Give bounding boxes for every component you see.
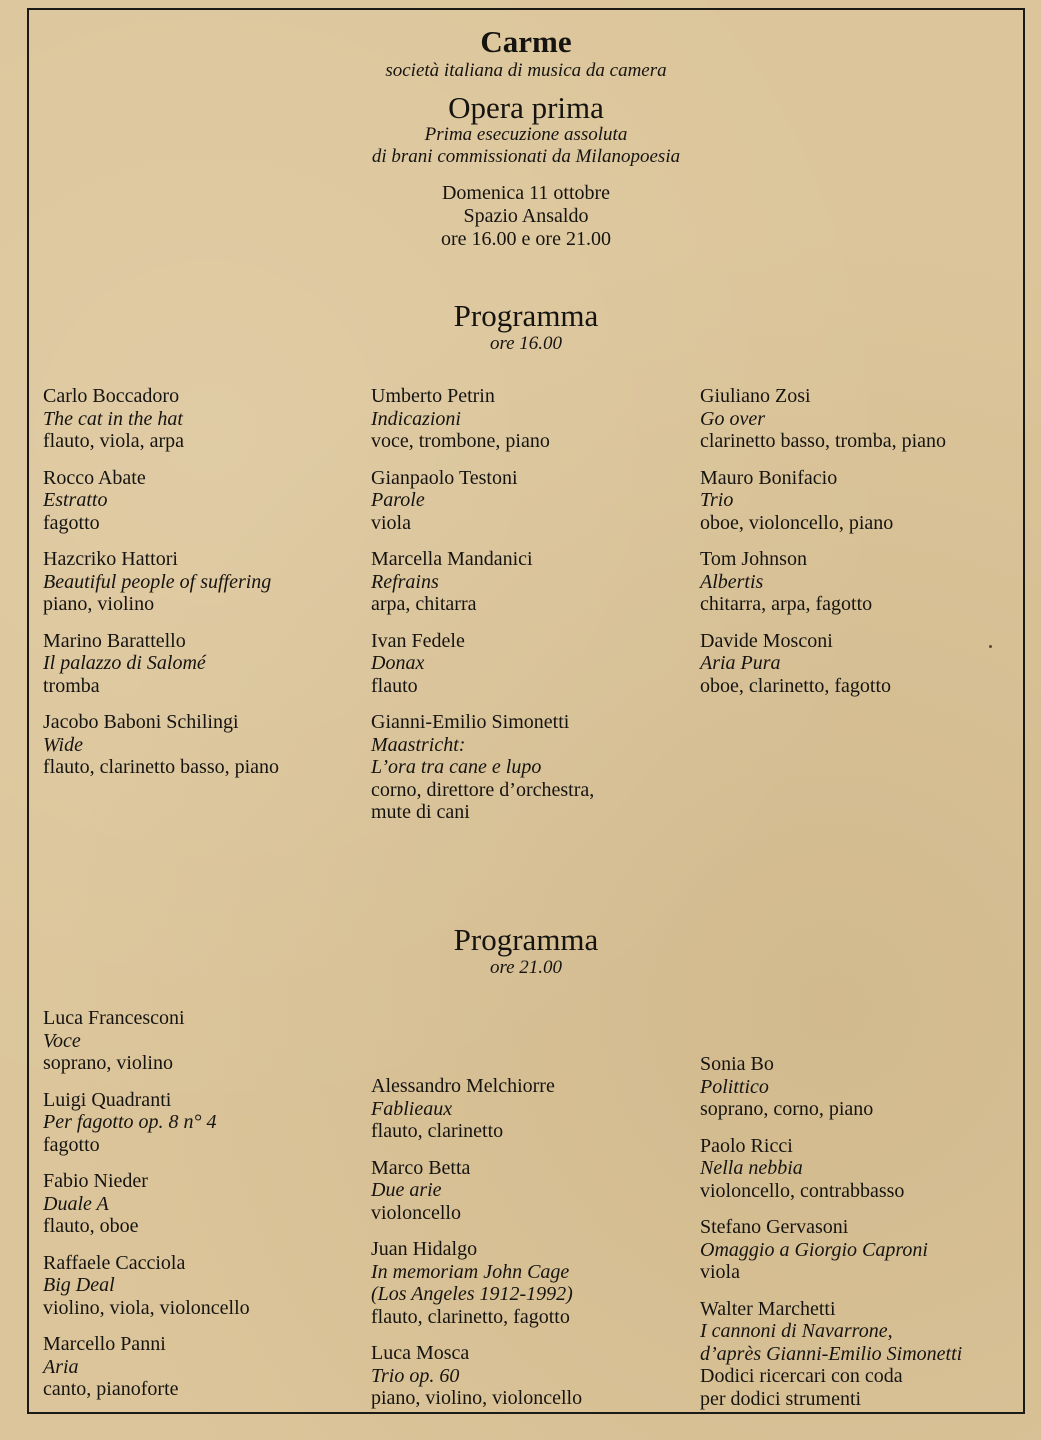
program-entry <box>371 711 691 824</box>
program-entry <box>700 1053 1020 1121</box>
instrumentation: clarinetto basso, tromba, piano <box>700 430 947 452</box>
work-title: Beautiful people of suffering <box>43 570 272 593</box>
instrumentation: oboe, violoncello, piano <box>700 511 894 534</box>
program-entry <box>43 1252 363 1320</box>
composer-name: Paolo Ricci <box>700 1134 793 1157</box>
instrumentation: mute di cani <box>371 801 470 823</box>
composer-name: Rocco Abate <box>43 466 146 489</box>
program-entry <box>43 1170 363 1238</box>
program-entry <box>700 385 1020 453</box>
program-entry <box>371 467 691 535</box>
event-venue: Spazio Ansaldo <box>463 205 589 227</box>
work-title: Indicazioni <box>371 407 461 430</box>
program-entry <box>371 1075 691 1143</box>
program-entry <box>43 1089 363 1157</box>
composer-name: Umberto Petrin <box>371 385 495 407</box>
composer-name: Gianni-Emilio Simonetti <box>371 711 570 733</box>
instrumentation: soprano, corno, piano <box>700 1098 874 1120</box>
program-1-time: ore 16.00 <box>489 333 563 354</box>
program-entry <box>371 1157 691 1225</box>
composer-name: Sonia Bo <box>700 1053 774 1075</box>
program-entry <box>43 548 363 616</box>
composer-name: Jacobo Baboni Schilingi <box>43 711 239 733</box>
instrumentation: flauto, oboe <box>43 1215 139 1237</box>
work-title: Parole <box>371 489 425 511</box>
instrumentation: violoncello <box>371 1201 461 1224</box>
work-title: Albertis <box>700 570 764 593</box>
program-1-column-3 <box>700 385 1020 711</box>
instrumentation: viola <box>371 511 411 534</box>
work-title: Il palazzo di Salomé <box>43 652 206 674</box>
event-subtitle-line: Prima esecuzione assoluta <box>424 124 628 145</box>
instrumentation: voce, trombone, piano <box>371 430 550 452</box>
program-entry <box>43 1007 363 1075</box>
program-2-column-1 <box>43 1007 363 1415</box>
instrumentation: canto, pianoforte <box>43 1378 179 1400</box>
composer-name: Mauro Bonifacio <box>700 466 838 489</box>
program-entry <box>43 1333 363 1401</box>
work-title: Aria <box>43 1355 79 1378</box>
program-1-column-1 <box>43 385 363 793</box>
program-entry <box>371 1342 691 1410</box>
instrumentation: oboe, clarinetto, fagotto <box>700 674 892 697</box>
instrumentation: Dodici ricercari con coda <box>700 1365 903 1387</box>
work-title: Fablieaux <box>371 1097 453 1120</box>
composer-name: Marcella Mandanici <box>371 548 533 570</box>
event-times: ore 16.00 e ore 21.00 <box>441 228 611 250</box>
work-title: (Los Angeles 1912-1992) <box>371 1283 573 1305</box>
ensemble-title: Carme <box>480 24 572 59</box>
composer-name: Luca Francesconi <box>43 1007 185 1029</box>
composer-name: Marco Betta <box>371 1156 471 1179</box>
composer-name: Luigi Quadranti <box>43 1088 172 1111</box>
program-1-title: Programma <box>453 298 599 333</box>
event-details <box>27 182 1025 251</box>
program-2-time: ore 21.00 <box>489 957 563 978</box>
work-title: Duale A <box>43 1192 109 1215</box>
work-title: Nella nebbia <box>700 1157 803 1179</box>
event-subtitle-line: di brani commissionati da Milanopoesia <box>371 146 681 167</box>
event-title: Opera prima <box>448 90 604 125</box>
instrumentation: soprano, violino <box>43 1052 173 1074</box>
composer-name: Juan Hidalgo <box>371 1238 478 1260</box>
work-title: Per fagotto op. 8 n° 4 <box>43 1111 217 1133</box>
event-date: Domenica 11 ottobre <box>441 182 611 204</box>
event-subtitle <box>27 124 1025 168</box>
instrumentation: violino, viola, violoncello <box>43 1296 250 1319</box>
work-title: In memoriam John Cage <box>371 1260 570 1283</box>
work-title: Voce <box>43 1029 81 1052</box>
program-1-column-2 <box>371 385 691 838</box>
paper-speck <box>989 645 992 648</box>
work-title: Donax <box>371 652 425 674</box>
composer-name: Carlo Boccadoro <box>43 385 180 407</box>
work-title: Trio op. 60 <box>371 1364 460 1387</box>
composer-name: Ivan Fedele <box>371 629 465 652</box>
program-2-column-2 <box>371 1075 691 1424</box>
program-entry <box>371 385 691 453</box>
program-entry <box>43 711 363 779</box>
composer-name: Fabio Nieder <box>43 1170 148 1192</box>
work-title: d’après Gianni-Emilio Simonetti <box>700 1342 963 1365</box>
work-title: Estratto <box>43 489 108 511</box>
composer-name: Gianpaolo Testoni <box>371 466 518 489</box>
work-title: Refrains <box>371 570 439 593</box>
instrumentation: per dodici strumenti <box>700 1387 862 1410</box>
work-title: Omaggio a Giorgio Caproni <box>700 1238 928 1261</box>
instrumentation: fagotto <box>43 1133 100 1156</box>
program-entry <box>700 467 1020 535</box>
composer-name: Alessandro Melchiorre <box>371 1075 555 1097</box>
work-title: Go over <box>700 407 765 430</box>
program-entry <box>700 548 1020 616</box>
composer-name: Raffaele Cacciola <box>43 1251 186 1274</box>
work-title: Maastricht: <box>371 733 466 756</box>
instrumentation: arpa, chitarra <box>371 593 477 615</box>
work-title: Aria Pura <box>700 652 781 674</box>
instrumentation: chitarra, arpa, fagotto <box>700 593 873 615</box>
work-title: Trio <box>700 489 734 511</box>
program-entry <box>43 467 363 535</box>
instrumentation: piano, violino <box>43 593 155 615</box>
instrumentation: viola <box>700 1261 740 1283</box>
instrumentation: flauto, clarinetto <box>371 1120 504 1142</box>
work-title: Big Deal <box>43 1274 115 1296</box>
composer-name: Marcello Panni <box>43 1333 166 1355</box>
program-entry <box>43 630 363 698</box>
instrumentation: fagotto <box>43 511 100 534</box>
composer-name: Giuliano Zosi <box>700 385 811 407</box>
instrumentation: tromba <box>43 674 100 697</box>
composer-name: Luca Mosca <box>371 1342 470 1364</box>
program-entry <box>700 1298 1020 1411</box>
composer-name: Tom Johnson <box>700 548 807 570</box>
composer-name: Marino Barattello <box>43 629 186 652</box>
program-2-column-3 <box>700 1053 1020 1424</box>
program-entry <box>700 1135 1020 1203</box>
composer-name: Davide Mosconi <box>700 629 833 652</box>
instrumentation: flauto, viola, arpa <box>43 430 185 452</box>
program-entry <box>371 548 691 616</box>
instrumentation: flauto, clarinetto basso, piano <box>43 756 280 778</box>
program-2-title: Programma <box>453 922 599 957</box>
work-title: Wide <box>43 733 83 756</box>
program-entry <box>700 630 1020 698</box>
composer-name: Walter Marchetti <box>700 1297 836 1320</box>
work-title: The cat in the hat <box>43 407 183 430</box>
composer-name: Hazcriko Hattori <box>43 548 178 570</box>
program-entry <box>43 385 363 453</box>
program-entry <box>371 630 691 698</box>
instrumentation: corno, direttore d’orchestra, <box>371 778 595 801</box>
work-title: Due arie <box>371 1179 442 1201</box>
composer-name: Stefano Gervasoni <box>700 1216 849 1238</box>
instrumentation: violoncello, contrabbasso <box>700 1179 905 1202</box>
instrumentation: flauto <box>371 674 418 697</box>
program-entry <box>371 1238 691 1328</box>
program-entry <box>700 1216 1020 1284</box>
ensemble-subtitle: società italiana di musica da camera <box>385 60 667 81</box>
work-title: Polittico <box>700 1075 769 1098</box>
instrumentation: piano, violino, violoncello <box>371 1387 583 1409</box>
instrumentation: flauto, clarinetto, fagotto <box>371 1305 570 1328</box>
work-title: L’ora tra cane e lupo <box>371 756 542 778</box>
work-title: I cannoni di Navarrone, <box>700 1320 893 1342</box>
